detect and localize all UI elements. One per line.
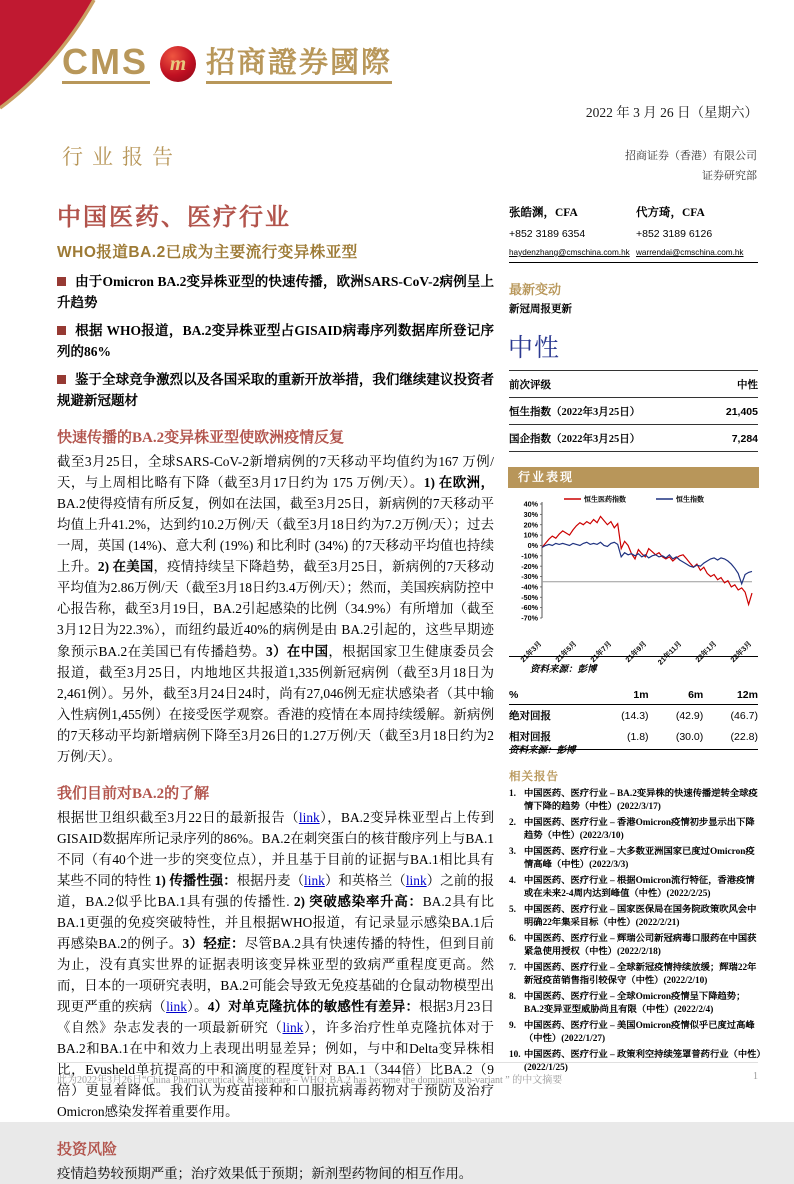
analysts-block (509, 204, 759, 257)
line-chart-svg (506, 492, 760, 667)
table-source: 资料来源：彭博 (509, 746, 576, 756)
analyst-email-link[interactable]: haydenzhang@cmschina.com.hk (509, 248, 630, 257)
related-report-item[interactable] (509, 933, 762, 959)
company-name-cn: 招商證券國際 (206, 48, 392, 84)
report-number: 8. (509, 992, 516, 1003)
svg-text:30%: 30% (523, 509, 538, 519)
analyst-1 (509, 204, 632, 257)
related-report-item[interactable] (509, 904, 762, 930)
svg-text:-30%: -30% (521, 572, 538, 582)
page-number: 1 (753, 1071, 758, 1082)
report-title: 中国医药、医疗行业 – 大多数亚洲国家已度过Omicron疫情高峰（中性）(2022/3/3) (524, 847, 755, 871)
analyst-2 (636, 204, 759, 257)
company-line: 招商证券（香港）有限公司 (625, 150, 757, 162)
section-heading-3: 投资风险 (57, 1141, 118, 1158)
report-number: 4. (509, 876, 516, 887)
analyst-name: 张皓渊，CFA (509, 207, 578, 219)
svg-text:22年3月: 22年3月 (728, 639, 754, 665)
rating-table-row: 国企指数（2022年3月25日） 7,284 (509, 425, 758, 452)
report-number: 3. (509, 847, 516, 858)
report-number: 5. (509, 905, 516, 916)
bullet-square-icon (57, 375, 66, 384)
report-date: 2022 年 3 月 26 日（星期六） (585, 105, 758, 120)
related-reports-list (509, 788, 762, 1078)
inline-link[interactable]: link (405, 872, 427, 888)
svg-text:恒生指数: 恒生指数 (676, 496, 704, 504)
returns-table-row: 绝对回报 (14.3) (42.9) (46.7) (509, 709, 758, 722)
summary-bullet: 根据 WHO报道，BA.2变异株亚型占GISAID病毒序列数据库所登记序列的86% (57, 323, 494, 359)
returns-table-row: 相对回报 (1.8) (30.0) (22.8) (509, 726, 758, 750)
latest-change-text: 新冠周报更新 (509, 304, 572, 315)
svg-text:21年9月: 21年9月 (623, 639, 649, 665)
department-line: 证券研究部 (702, 169, 757, 182)
svg-text:恒生医药指数: 恒生医药指数 (584, 496, 626, 504)
rating-table (509, 370, 758, 452)
analyst-phone: +852 3189 6126 (636, 228, 713, 240)
bullet-square-icon (57, 326, 66, 335)
rating-value: 中性 (508, 335, 561, 362)
svg-text:-60%: -60% (521, 603, 538, 613)
rating-table-row: 恒生指数（2022年3月25日） 21,405 (509, 398, 758, 425)
related-report-item[interactable] (509, 991, 762, 1017)
report-title: 中国医药、医疗行业 – 政策利空持续笼罩普药行业（中性）(2022/1/25) (524, 1050, 762, 1074)
page-title: 中国医药、医疗行业 (57, 205, 291, 231)
section-paragraph-1: 截至3月25日，全球SARS-CoV-2新增病例的7天移动平均值约为167 万例/天，与上周相比略有下降（截至3月17日约为 175 万例/天）。1) 在欧洲，BA.2使得疫情有所反复，例如在法国，截至3月25日，新病例的7天移动平均值上升41.2%，达到约10.2万例/天（截至3月18日约为7.2万例/天）；过去一周，英国 (14%)、意大利 (19%) 和比利时 (34%) 的7天移动平均值也持续上升。2) 在美国，疫情持续呈下降趋势，截至3月25日，新病例的7天移动平均值为2.86万例/天（截至3月18日约3.4万例/天）；然而，美国疾病防控中心报告称，截至3月19日，BA.2引起感染的比例（34.9%）有所增加（截至3月12日为22.3%），而纽约最近40%的病例是由 BA.2引起的，这些早期迹象预示BA.2在美国已有传播趋势。3）在中国，根据国家卫生健康委员会报道，截至3月25日，内地地区共报道1,335例新冠病例（截至3月18日为2,461例）。另外，截至3月24日24时，尚有27,046例无症状感染者（其中输入性病例1,455例）在接受医学观察。香港的疫情在本周持续缓解。新病例的7天移动平均新增病例下降至3月26日的1.27万例/天（截至3月18日约为2万例/天）。 (57, 454, 495, 764)
svg-text:-40%: -40% (521, 582, 538, 592)
report-title: 中国医药、医疗行业 – 香港Omicron疫情初步显示出下降趋势（中性）(2022/3/10) (524, 818, 755, 842)
related-report-item[interactable] (509, 846, 762, 872)
svg-text:21年5月: 21年5月 (553, 639, 579, 665)
svg-text:21年3月: 21年3月 (518, 639, 544, 665)
cms-logo-icon: m (160, 46, 196, 82)
report-title: 中国医药、医疗行业 – 美国Omicron疫情似乎已度过高峰（中性）(2022/1/27) (524, 1021, 755, 1045)
analyst-phone: +852 3189 6354 (509, 228, 586, 240)
svg-text:20%: 20% (523, 520, 538, 530)
report-number: 1. (509, 789, 516, 799)
analyst-name: 代方琦，CFA (636, 207, 705, 219)
inline-link[interactable]: link (298, 809, 320, 825)
bullet-square-icon (57, 277, 66, 286)
svg-text:21年7月: 21年7月 (588, 639, 614, 665)
summary-bullets (57, 272, 494, 411)
report-number: 6. (509, 934, 516, 945)
section-paragraph-2: 根据世卫组织截至3月22日的最新报告（link），BA.2变异株亚型占上传到GISAID数据库所记录序列的86%。BA.2在刺突蛋白的核苷酸序列上与BA.1 不同（有40个进一步的突变位点），并且基于目前的证据与BA.1相比具有某些不同的特性 1) 传播性强：根据丹麦（link）和英格兰（link）之前的报道，BA.2似乎比BA.1具有强的传播性. 2) 突破感染率升高：BA.2具有比BA.1更强的免疫突破特性，并且根据WHO报道，有记录显示感染BA.1后再感染BA.2的例子。3）轻症：尽管BA.2具有快速传播的特性，但到目前为止，没有真实世界的证据表明该变异株亚型的致病严重程度更高。然而，日本的一项研究表明，BA.2可能会导致无免疫基础的仓鼠动物模型出现更严重的疾病（link）。4）对单克隆抗体的敏感性有差异：根据3月23日《自然》杂志发表的一项最新研究（link），许多治疗性单克隆抗体对于BA.2和BA.1在中和效力上表现出明显差异；例如，与中和Delta变异株相比，Evusheld单抗提高的中和滴度的程度针对 BA.1（344倍）比BA.2（9倍）更显着降低。我们认为疫苗接种和口服抗病毒药物对于预防及治疗Omicron感染发挥着重要作用。 (57, 809, 495, 1120)
related-report-item[interactable] (509, 962, 762, 988)
summary-bullet: 鉴于全球竞争激烈以及各国采取的重新开放举措，我们继续建议投资者规避新冠题材 (57, 372, 494, 408)
section-heading-2: 我们目前对BA.2的了解 (57, 785, 210, 802)
report-number: 10. (509, 1050, 521, 1061)
report-number: 7. (509, 963, 516, 974)
brand-header (62, 41, 393, 84)
report-subtitle: WHO报道BA.2已成为主要流行变异株亚型 (57, 244, 358, 261)
returns-table (509, 686, 758, 750)
section-paragraph-3: 疫情趋势较预期严重；治疗效果低于预期；新剂型药物间的相互作用。 (57, 1165, 473, 1181)
svg-text:10%: 10% (523, 530, 538, 540)
divider (509, 656, 758, 657)
svg-text:-20%: -20% (521, 561, 538, 571)
report-title: 中国医药、医疗行业 – 国家医保局在国务院政策吹风会中明确22年集采目标（中性）(2022/2/21) (524, 905, 757, 929)
summary-bullet: 由于Omicron BA.2变异株亚型的快速传播，欧洲SARS-CoV-2病例呈上升趋势 (57, 274, 494, 310)
related-report-item[interactable] (509, 788, 762, 814)
industry-performance-chart (506, 492, 760, 667)
svg-text:40%: 40% (523, 499, 538, 509)
rating-table-row: 前次评级 中性 (509, 371, 758, 398)
related-report-item[interactable] (509, 875, 762, 901)
report-title: 中国医药、医疗行业 – BA.2变异株的快速传播逆转全球疫情下降的趋势（中性）(2022/3/17) (524, 789, 758, 813)
report-title: 中国医药、医疗行业 – 辉瑞公司新冠病毒口服药在中国获紧急使用授权（中性）(2022/2/18) (524, 934, 757, 958)
main-column (57, 197, 494, 1184)
analyst-email-link[interactable]: warrendai@cmschina.com.hk (636, 248, 744, 257)
report-title: 中国医药、医疗行业 – 根据Omicron流行特征，香港疫情或在未来2-4周内达到峰值（中性）(2022/2/25) (524, 876, 755, 900)
section-heading-1: 快速传播的BA.2变异株亚型使欧洲疫情反复 (57, 430, 345, 447)
svg-text:22年1月: 22年1月 (693, 639, 719, 665)
svg-text:0%: 0% (527, 541, 538, 551)
cms-logo-text: CMS (62, 41, 148, 82)
chart-source: 资料来源：彭博 (530, 665, 597, 675)
report-title: 中国医药、医疗行业 – 全球新冠疫情持续放缓；辉瑞22年新冠疫苗销售指引较保守（中性）(2022/2/10) (524, 963, 757, 987)
report-number: 2. (509, 818, 516, 829)
related-report-item[interactable] (509, 1020, 762, 1046)
report-title: 中国医药、医疗行业 – 全球Omicron疫情呈下降趋势；BA.2变异亚型威胁尚且有限（中性）(2022/2/4) (524, 992, 746, 1016)
returns-table-header: % 1m 6m 12m (509, 686, 758, 705)
svg-text:-50%: -50% (521, 592, 538, 602)
company-department-block (625, 147, 757, 187)
report-type-label: 行业报告 (62, 145, 182, 169)
inline-link[interactable]: link (304, 872, 325, 888)
divider (509, 262, 758, 263)
inline-link[interactable]: link (166, 999, 187, 1015)
svg-text:-10%: -10% (521, 551, 538, 561)
industry-performance-header: 行业表现 (508, 467, 759, 488)
svg-text:-70%: -70% (521, 613, 538, 623)
inline-link[interactable]: link (282, 1020, 304, 1036)
svg-text:21年11月: 21年11月 (655, 639, 684, 667)
footer-text: 此为2022年3月26日“China Pharmaceutical & Healthcare – WHO: BA.2 has become the dominant sub-variant ” 的中文摘要 (57, 1075, 563, 1086)
report-number: 9. (509, 1021, 516, 1032)
page-footer (57, 1062, 758, 1086)
latest-change-heading: 最新变动 (509, 282, 562, 297)
related-report-item[interactable] (509, 817, 762, 843)
related-reports-heading: 相关报告 (509, 771, 559, 783)
